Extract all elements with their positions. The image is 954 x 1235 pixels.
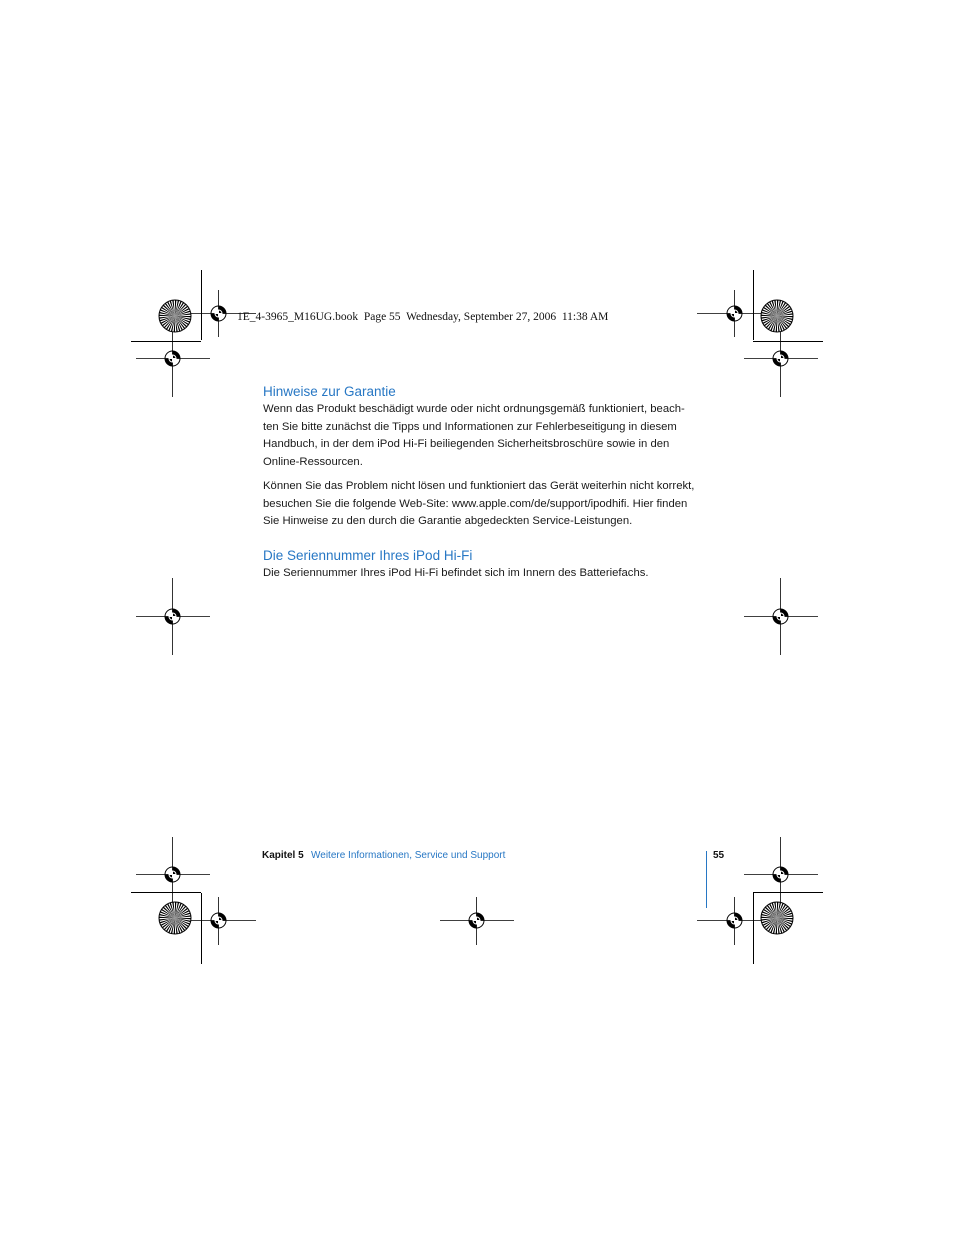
footer-chapter: Kapitel 5 — [262, 850, 304, 861]
footer-divider — [706, 851, 707, 908]
serial-number-section — [263, 547, 708, 583]
serial-paragraph: Die Seriennummer Ihres iPod Hi-Fi befindet sich im Innern des Batteriefachs. — [263, 566, 649, 579]
section-heading-warranty: Hinweise zur Garantie — [263, 384, 396, 399]
page-number: 55 — [713, 850, 725, 861]
section-heading-serial: Die Seriennummer Ihres iPod Hi-Fi — [263, 547, 473, 563]
print-slug: 1E_4-3965_M16UG.book Page 55 Wednesday, September 27, 2006 11:38 AM — [237, 311, 609, 323]
warranty-paragraph-2: Können Sie das Problem nicht lösen und funktioniert das Gerät weiterhin nicht korrekt, besuchen Sie die folgende Web-Site: www.apple.com/de/support/ipodhifi. Hier finden Sie Hinweise zu den durch die Garantie abgedeckten Service-Leistungen. — [263, 480, 695, 527]
warranty-paragraph-1: Wenn das Produkt beschädigt wurde oder nicht ordnungsgemäß funktioniert, beach- ten Sie bitte zunächst die Tipps und Informationen zur Fehlerbeseitigung in diesem Handbuch, in der dem iPod Hi-Fi beiliegenden Sicherheitsbroschüre sowie in den Online-Ressourcen. — [263, 403, 685, 468]
main-content — [263, 383, 708, 582]
starburst-target-icon — [761, 300, 793, 332]
starburst-target-icon — [159, 300, 191, 332]
footer-chapter-title: Weitere Informationen, Service und Support — [311, 850, 506, 861]
starburst-target-icon — [761, 902, 793, 934]
starburst-target-icon — [159, 902, 191, 934]
